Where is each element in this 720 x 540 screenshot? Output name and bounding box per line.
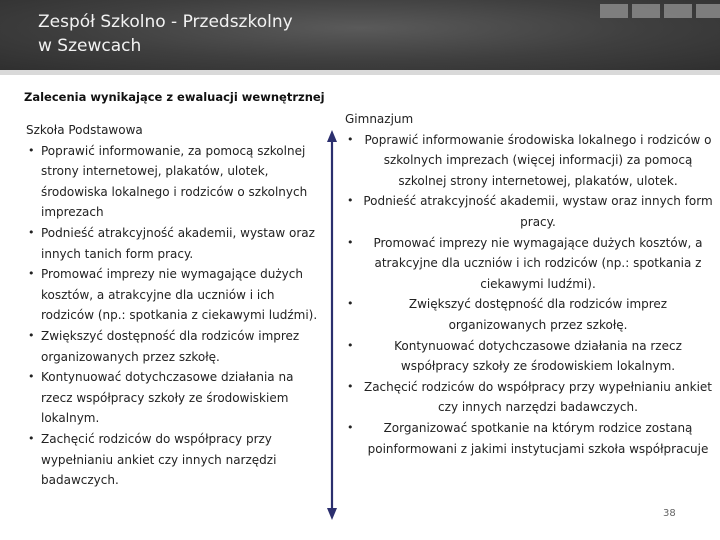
list-item-text: Promować imprezy nie wymagające dużych kosztów, a atrakcyjne dla uczniów i ich rodziców (np.: spotkania z ciekawymi ludźmi). bbox=[373, 235, 703, 291]
list-item-text: Zwiększyć dostępność dla rodziców imprez organizowanych przez szkołę. bbox=[41, 328, 300, 364]
list-item bbox=[345, 294, 715, 335]
bullet-icon: • bbox=[347, 379, 354, 393]
list-item-text: Zachęcić rodziców do współpracy przy wypełnianiu ankiet czy innych narzędzi badawczych. bbox=[41, 431, 277, 488]
middle-school-column bbox=[345, 109, 715, 459]
list-item bbox=[26, 326, 326, 367]
page-number: 38 bbox=[663, 508, 676, 519]
list-item bbox=[345, 418, 715, 459]
list-item bbox=[26, 141, 326, 223]
decorative-square bbox=[696, 4, 720, 18]
bullet-icon: • bbox=[347, 194, 354, 208]
header-underline bbox=[0, 70, 720, 75]
bullet-icon: • bbox=[347, 132, 354, 146]
list-item bbox=[26, 367, 326, 429]
bullet-icon: • bbox=[28, 225, 35, 239]
primary-school-column bbox=[26, 120, 326, 491]
bullet-icon: • bbox=[347, 297, 354, 311]
list-item-text: Kontynuować dotychczasowe działania na rzecz współpracy szkoły ze środowiskiem lokalnym. bbox=[394, 338, 682, 374]
list-item bbox=[345, 233, 715, 295]
list-item-text: Kontynuować dotychczasowe działania na rzecz współpracy szkoły ze środowiskiem lokalnym. bbox=[41, 370, 294, 426]
decorative-square bbox=[664, 4, 692, 18]
bullet-icon: • bbox=[347, 338, 354, 352]
decorative-square bbox=[600, 4, 628, 18]
primary-school-list bbox=[26, 141, 326, 491]
list-item-text: Zachęcić rodziców do współpracy przy wypełnianiu ankiet czy innych narzędzi badawczych. bbox=[363, 379, 713, 415]
list-item-text: Promować imprezy nie wymagające dużych kosztów, a atrakcyjne dla uczniów i ich rodziców (np.: spotkania z ciekawymi ludźmi). bbox=[41, 267, 318, 323]
list-item bbox=[26, 429, 326, 491]
list-item bbox=[26, 264, 326, 326]
slide-header bbox=[0, 0, 720, 70]
list-item-text: Poprawić informowanie, za pomocą szkolnej strony internetowej, plakatów, ulotek, środowiska lokalnego i rodziców o szkolnych imprezach bbox=[41, 143, 308, 220]
slide-title bbox=[38, 10, 338, 58]
primary-school-heading: Szkoła Podstawowa bbox=[26, 123, 143, 137]
list-item bbox=[345, 191, 715, 232]
list-item-text: Podnieść atrakcyjność akademii, wystaw oraz innych form pracy. bbox=[363, 194, 713, 229]
middle-school-heading: Gimnazjum bbox=[345, 112, 414, 126]
middle-school-list bbox=[345, 130, 715, 460]
title-line-1: Zespół Szkolno - Przedszkolny bbox=[38, 12, 293, 32]
list-item-text: Poprawić informowanie środowiska lokalnego i rodziców o szkolnych imprezach (więcej informacji) za pomocą szkolnej strony internetowej, plakatów, ulotek. bbox=[364, 132, 712, 188]
list-item-text: Podnieść atrakcyjność akademii, wystaw oraz innych tanich form pracy. bbox=[41, 225, 315, 261]
slide-subtitle: Zalecenia wynikające z ewaluacji wewnętrznej bbox=[24, 90, 325, 104]
decorative-square bbox=[632, 4, 660, 18]
bullet-icon: • bbox=[28, 328, 35, 342]
bullet-icon: • bbox=[28, 431, 35, 445]
bullet-icon: • bbox=[28, 143, 35, 157]
bullet-icon: • bbox=[347, 420, 354, 434]
list-item bbox=[26, 223, 326, 264]
list-item bbox=[345, 130, 715, 192]
list-item bbox=[345, 336, 715, 377]
list-item-text: Zwiększyć dostępność dla rodziców imprez organizowanych przez szkołę. bbox=[408, 297, 668, 332]
double-arrow-divider bbox=[326, 130, 338, 520]
bullet-icon: • bbox=[28, 267, 35, 281]
list-item-text: Zorganizować spotkanie na którym rodzice zostaną poinformowani z jakimi instytucjami szkoła współpracuje bbox=[367, 420, 709, 456]
list-item bbox=[345, 377, 715, 418]
bullet-icon: • bbox=[28, 370, 35, 384]
title-line-2: w Szewcach bbox=[38, 36, 142, 56]
bullet-icon: • bbox=[347, 235, 354, 249]
